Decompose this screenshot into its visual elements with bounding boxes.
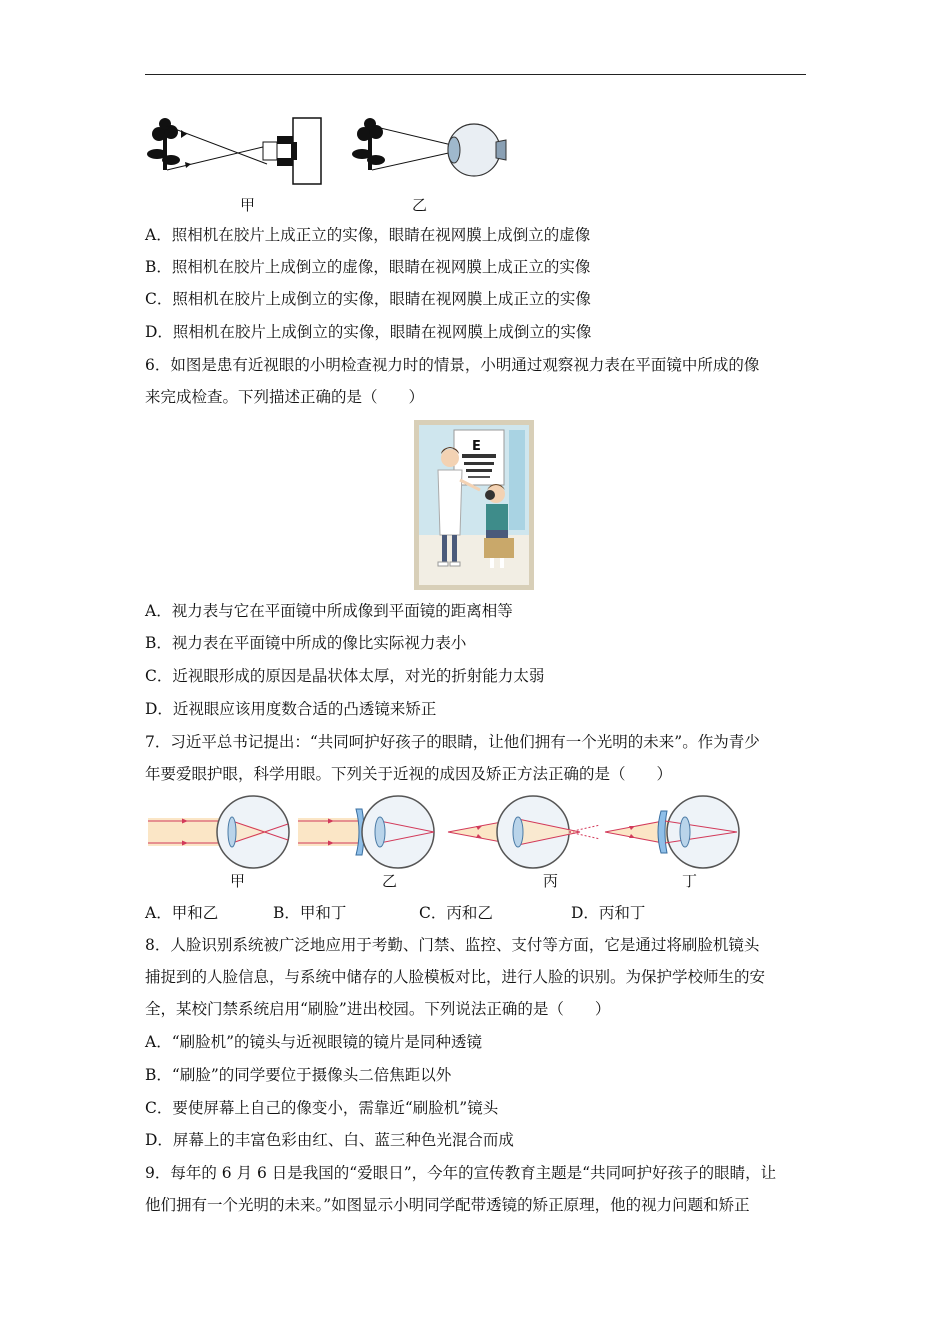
q8-option-c: C．要使屏幕上自己的像变小，需靠近“刷脸机”镜头 bbox=[145, 1099, 499, 1117]
q9-stem-line2: 他们拥有一个光明的未来。”如图显示小明同学配带透镜的矫正原理，他的视力问题和矫正 bbox=[145, 1196, 750, 1214]
q5-option-b: B．照相机在胶片上成倒立的虚像，眼睛在视网膜上成正立的实像 bbox=[145, 258, 591, 276]
q8-option-b: B．“刷脸”的同学要位于摄像头二倍焦距以外 bbox=[145, 1066, 452, 1084]
q7-option-b: B．甲和丁 bbox=[273, 904, 347, 922]
q7-stem-line2: 年要爱眼护眼，科学用眼。下列关于近视的成因及矫正方法正确的是（ ） bbox=[145, 765, 673, 783]
q8-stem-line1: 8．人脸识别系统被广泛地应用于考勤、门禁、监控、支付等方面，它是通过将刷脸机镜头 bbox=[145, 936, 760, 954]
q6-option-c: C．近视眼形成的原因是晶状体太厚，对光的折射能力太弱 bbox=[145, 667, 545, 685]
q5-option-d: D．照相机在胶片上成倒立的实像，眼睛在视网膜上成倒立的实像 bbox=[145, 323, 592, 341]
q6-option-a: A．视力表与它在平面镜中所成像到平面镜的距离相等 bbox=[145, 602, 513, 620]
q8-stem-line2: 捕捉到的人脸信息，与系统中储存的人脸模板对比，进行人脸的识别。为保护学校师生的安 bbox=[145, 968, 766, 986]
q8-stem-line3: 全，某校门禁系统启用“刷脸”进出校园。下列说法正确的是（ ） bbox=[145, 1000, 611, 1018]
q7-stem-line1: 7．习近平总书记提出：“共同呵护好孩子的眼睛，让他们拥有一个光明的未来”。作为青少 bbox=[145, 733, 760, 751]
q6-stem-line1: 6．如图是患有近视眼的小明检查视力时的情景，小明通过观察视力表在平面镜中所成的像 bbox=[145, 356, 760, 374]
flower-object-icon bbox=[352, 118, 385, 170]
eye-label-yi: 乙 bbox=[382, 872, 398, 890]
flower-object-icon bbox=[147, 118, 180, 170]
eye-exam-illustration bbox=[414, 420, 534, 590]
figure-label-jia: 甲 bbox=[240, 196, 256, 214]
camera-diagram bbox=[145, 112, 335, 192]
q7-option-c: C．丙和乙 bbox=[419, 904, 493, 922]
q7-option-a: A．甲和乙 bbox=[145, 904, 219, 922]
q7-option-d: D．丙和丁 bbox=[571, 904, 646, 922]
eye-diagram bbox=[350, 112, 510, 192]
eye-diagram-bing bbox=[448, 795, 603, 870]
q5-option-a: A．照相机在胶片上成正立的实像，眼睛在视网膜上成倒立的虚像 bbox=[145, 226, 591, 244]
q8-option-d: D．屏幕上的丰富色彩由红、白、蓝三种色光混合而成 bbox=[145, 1131, 514, 1149]
q8-option-a: A．“刷脸机”的镜头与近视眼镜的镜片是同种透镜 bbox=[145, 1033, 483, 1051]
eye-diagram-jia bbox=[148, 795, 293, 870]
eye-label-jia: 甲 bbox=[230, 872, 246, 890]
eye-label-ding: 丁 bbox=[682, 872, 698, 890]
q5-option-c: C．照相机在胶片上成倒立的实像，眼睛在视网膜上成正立的实像 bbox=[145, 290, 591, 308]
eye-chart-letter: E bbox=[472, 439, 481, 454]
q9-stem-line1: 9．每年的 6 月 6 日是我国的“爱眼日”，今年的宣传教育主题是“共同呵护好孩子的眼睛，让 bbox=[145, 1164, 777, 1182]
eye-label-bing: 丙 bbox=[543, 872, 559, 890]
eye-diagram-yi bbox=[298, 795, 443, 870]
q6-option-d: D．近视眼应该用度数合适的凸透镜来矫正 bbox=[145, 700, 437, 718]
figure-label-yi: 乙 bbox=[412, 196, 428, 214]
eye-diagram-ding bbox=[605, 795, 745, 870]
q6-stem-line2: 来完成检查。下列描述正确的是（ ） bbox=[145, 388, 425, 406]
q6-option-b: B．视力表在平面镜中所成的像比实际视力表小 bbox=[145, 634, 467, 652]
header-rule bbox=[145, 74, 806, 75]
